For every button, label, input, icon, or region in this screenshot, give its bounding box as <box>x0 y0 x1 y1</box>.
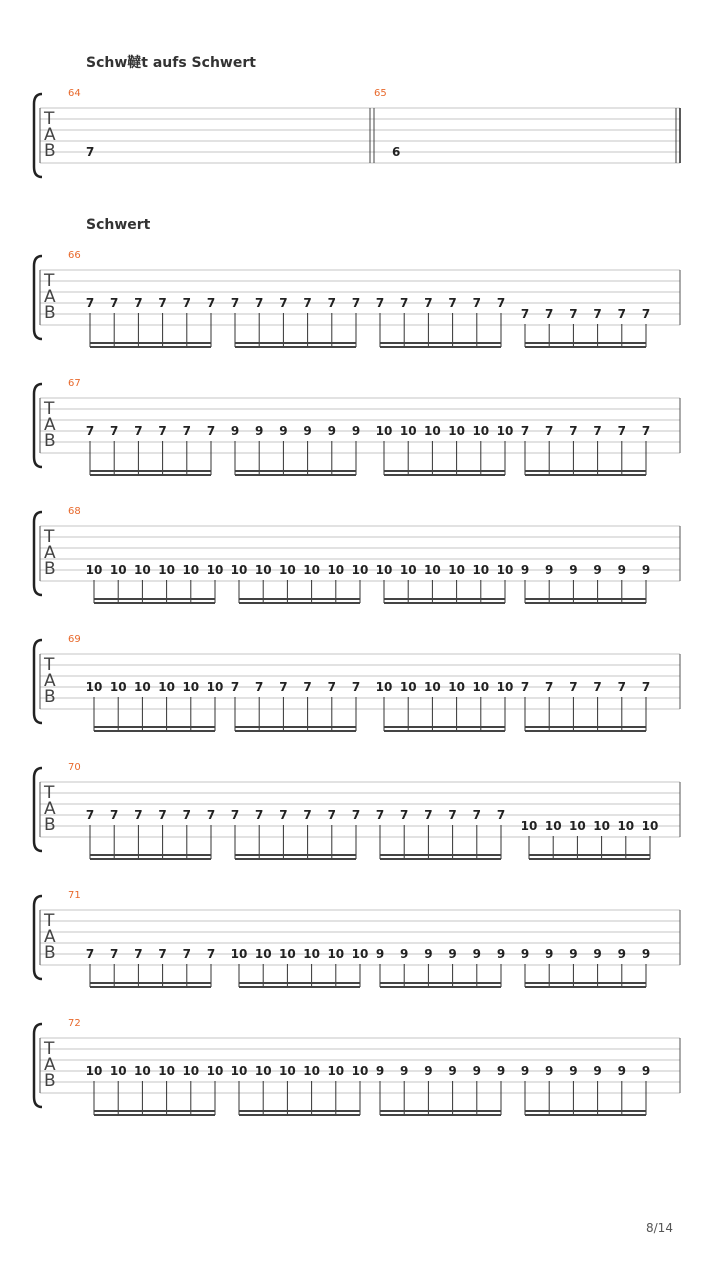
fret-number: 10 <box>399 563 417 577</box>
tab-clef-letter: T <box>44 271 55 291</box>
fret-number: 7 <box>472 296 481 310</box>
tab-clef-letter: A <box>44 1055 56 1075</box>
fret-number: 10 <box>254 947 272 961</box>
fret-number: 7 <box>593 680 602 694</box>
tab-clef-letter: A <box>44 671 56 691</box>
fret-number: 10 <box>254 1064 272 1078</box>
fret-number: 7 <box>520 424 530 438</box>
fret-number: 7 <box>134 296 143 310</box>
tab-clef-letter: T <box>44 399 55 419</box>
fret-number: 7 <box>110 424 119 438</box>
fret-number: 10 <box>230 947 248 961</box>
fret-number: 10 <box>279 947 296 961</box>
tab-clef-letter: T <box>44 911 55 931</box>
measure-number: 70 <box>68 762 81 773</box>
fret-number: 10 <box>351 1064 369 1078</box>
measure-number: 69 <box>68 634 81 645</box>
measure-number: 68 <box>68 506 81 517</box>
fret-number: 9 <box>400 947 409 961</box>
fret-number: 9 <box>424 947 433 961</box>
measure-number: 66 <box>68 250 81 261</box>
tab-clef-letter: B <box>44 559 56 579</box>
tab-clef-letter: T <box>44 783 55 803</box>
measure-number: 72 <box>68 1018 81 1029</box>
fret-number: 10 <box>472 680 490 694</box>
fret-number: 7 <box>85 808 95 822</box>
fret-number: 10 <box>182 1064 200 1078</box>
fret-number: 9 <box>641 563 651 577</box>
tab-clef-letter: A <box>44 799 56 819</box>
fret-number: 7 <box>617 307 626 321</box>
fret-number: 10 <box>303 947 320 961</box>
fret-number: 10 <box>472 563 490 577</box>
fret-number: 7 <box>182 424 191 438</box>
fret-number: 7 <box>641 680 651 694</box>
fret-number: 10 <box>206 1064 224 1078</box>
fret-number: 7 <box>182 808 191 822</box>
fret-number: 9 <box>641 1064 651 1078</box>
fret-number: 7 <box>520 680 530 694</box>
tab-clef-letter: T <box>44 655 55 675</box>
fret-number: 7 <box>110 296 119 310</box>
fret-number: 9 <box>327 424 336 438</box>
tab-clef-letter: A <box>44 415 56 435</box>
fret-number: 7 <box>569 307 578 321</box>
fret-number: 7 <box>206 424 216 438</box>
fret-number: 7 <box>375 808 385 822</box>
fret-number: 10 <box>279 1064 296 1078</box>
fret-number: 7 <box>303 680 312 694</box>
fret-number: 9 <box>472 947 481 961</box>
fret-number: 7 <box>134 808 143 822</box>
fret-number: 7 <box>327 808 336 822</box>
fret-number: 10 <box>206 563 224 577</box>
fret-number: 10 <box>448 680 465 694</box>
fret-number: 10 <box>327 563 345 577</box>
fret-number: 9 <box>545 947 554 961</box>
fret-number: 7 <box>496 296 506 310</box>
fret-number: 7 <box>85 947 95 961</box>
fret-number: 7 <box>617 424 626 438</box>
fret-number: 7 <box>400 808 409 822</box>
fret-number: 9 <box>496 947 506 961</box>
fret-number: 9 <box>448 1064 457 1078</box>
tab-clef-letter: T <box>44 527 55 547</box>
fret-number: 9 <box>520 563 530 577</box>
fret-number: 10 <box>593 819 610 833</box>
fret-number: 7 <box>545 307 554 321</box>
fret-number: 10 <box>134 1064 151 1078</box>
fret-number: 7 <box>230 680 240 694</box>
system-bracket <box>34 512 42 595</box>
fret-number: 9 <box>424 1064 433 1078</box>
fret-number: 10 <box>327 1064 345 1078</box>
fret-number: 10 <box>303 1064 320 1078</box>
fret-number: 10 <box>85 1064 103 1078</box>
tab-clef-letter: T <box>44 1039 55 1059</box>
fret-number: 10 <box>158 1064 175 1078</box>
tab-clef-letter: B <box>44 815 56 835</box>
fret-number: 9 <box>375 947 385 961</box>
fret-number: 7 <box>520 307 530 321</box>
fret-number: 10 <box>134 563 151 577</box>
fret-number: 10 <box>254 563 272 577</box>
fret-number: 9 <box>520 947 530 961</box>
measure-number: 71 <box>68 890 81 901</box>
fret-number: 10 <box>158 680 175 694</box>
tab-clef-letter: B <box>44 141 56 161</box>
tab-clef-letter: A <box>44 927 56 947</box>
fret-number: 10 <box>327 947 345 961</box>
fret-number: 10 <box>641 819 659 833</box>
fret-number: 10 <box>424 680 441 694</box>
fret-number: 10 <box>569 819 586 833</box>
fret-number: 10 <box>399 424 417 438</box>
fret-number: 10 <box>182 563 200 577</box>
fret-number: 10 <box>496 680 514 694</box>
fret-number: 10 <box>399 680 417 694</box>
fret-number: 7 <box>424 296 433 310</box>
fret-number: 10 <box>375 680 393 694</box>
system-bracket <box>34 384 42 467</box>
fret-number: 7 <box>182 296 191 310</box>
fret-number: 9 <box>569 947 578 961</box>
tab-clef-letter: A <box>44 287 56 307</box>
fret-number: 7 <box>279 808 288 822</box>
fret-number: 9 <box>593 1064 602 1078</box>
system-bracket <box>34 768 42 851</box>
fret-number: 7 <box>230 296 240 310</box>
fret-number: 7 <box>110 808 119 822</box>
fret-number: 10 <box>158 563 175 577</box>
fret-number: 7 <box>400 296 409 310</box>
fret-number: 10 <box>424 424 441 438</box>
tab-clef-letter: B <box>44 943 56 963</box>
fret-number: 9 <box>641 947 651 961</box>
tab-clef-letter: A <box>44 543 56 563</box>
fret-number: 7 <box>424 808 433 822</box>
fret-number: 7 <box>472 808 481 822</box>
fret-number: 10 <box>375 563 393 577</box>
system-bracket <box>34 256 42 339</box>
fret-number: 10 <box>134 680 151 694</box>
tab-clef-letter: B <box>44 687 56 707</box>
tab-clef-letter: B <box>44 431 56 451</box>
fret-number: 7 <box>448 808 457 822</box>
fret-number: 9 <box>520 1064 530 1078</box>
fret-number: 10 <box>85 680 103 694</box>
fret-number: 7 <box>182 947 191 961</box>
fret-number: 7 <box>641 307 651 321</box>
fret-number: 10 <box>520 819 538 833</box>
fret-number: 7 <box>303 808 312 822</box>
fret-number: 7 <box>85 424 95 438</box>
fret-number: 9 <box>593 947 602 961</box>
fret-number: 10 <box>206 680 224 694</box>
fret-number: 7 <box>327 680 336 694</box>
fret-number: 7 <box>279 296 288 310</box>
fret-number: 10 <box>448 563 465 577</box>
fret-number: 9 <box>569 563 578 577</box>
fret-number: 7 <box>206 808 216 822</box>
section-title: Schw韃t aufs Schwert <box>86 55 256 71</box>
fret-number: 9 <box>400 1064 409 1078</box>
fret-number: 7 <box>85 296 95 310</box>
fret-number: 7 <box>545 680 554 694</box>
fret-number: 9 <box>617 1064 626 1078</box>
fret-number: 9 <box>496 1064 506 1078</box>
fret-number: 10 <box>230 563 248 577</box>
fret-number: 9 <box>472 1064 481 1078</box>
fret-number: 9 <box>617 563 626 577</box>
fret-number: 7 <box>158 424 167 438</box>
measure-number: 65 <box>374 88 387 99</box>
fret-number: 7 <box>158 947 167 961</box>
fret-number: 7 <box>279 680 288 694</box>
fret-number: 10 <box>544 819 562 833</box>
fret-number: 7 <box>569 680 578 694</box>
fret-number: 9 <box>230 424 240 438</box>
fret-number: 7 <box>448 296 457 310</box>
fret-number: 10 <box>472 424 490 438</box>
system-bracket <box>34 94 42 177</box>
fret-number: 7 <box>593 307 602 321</box>
fret-number: 10 <box>279 563 296 577</box>
fret-number: 9 <box>303 424 312 438</box>
fret-number: 10 <box>303 563 320 577</box>
fret-number: 6 <box>392 145 401 159</box>
fret-number: 10 <box>617 819 635 833</box>
fret-number: 7 <box>134 424 143 438</box>
fret-number: 7 <box>255 808 264 822</box>
fret-number: 9 <box>569 1064 578 1078</box>
fret-number: 9 <box>545 563 554 577</box>
system-bracket <box>34 896 42 979</box>
fret-number: 7 <box>496 808 506 822</box>
fret-number: 7 <box>255 680 264 694</box>
fret-number: 7 <box>569 424 578 438</box>
section-title: Schwert <box>86 217 151 233</box>
fret-number: 10 <box>85 563 103 577</box>
fret-number: 10 <box>375 424 393 438</box>
fret-number: 7 <box>375 296 385 310</box>
tab-clef-letter: T <box>44 109 55 129</box>
fret-number: 7 <box>545 424 554 438</box>
fret-number: 7 <box>86 145 95 159</box>
tab-clef-letter: B <box>44 303 56 323</box>
fret-number: 7 <box>134 947 143 961</box>
fret-number: 10 <box>351 947 369 961</box>
fret-number: 7 <box>158 296 167 310</box>
fret-number: 9 <box>375 1064 385 1078</box>
fret-number: 10 <box>351 563 369 577</box>
fret-number: 7 <box>230 808 240 822</box>
fret-number: 10 <box>182 680 200 694</box>
tab-clef-letter: B <box>44 1071 56 1091</box>
fret-number: 7 <box>158 808 167 822</box>
fret-number: 9 <box>545 1064 554 1078</box>
fret-number: 7 <box>351 808 361 822</box>
fret-number: 7 <box>206 296 216 310</box>
fret-number: 10 <box>448 424 465 438</box>
fret-number: 10 <box>109 680 127 694</box>
fret-number: 7 <box>593 424 602 438</box>
fret-number: 7 <box>327 296 336 310</box>
fret-number: 9 <box>351 424 361 438</box>
fret-number: 10 <box>230 1064 248 1078</box>
fret-number: 10 <box>424 563 441 577</box>
fret-number: 9 <box>448 947 457 961</box>
fret-number: 7 <box>255 296 264 310</box>
fret-number: 7 <box>351 680 361 694</box>
fret-number: 10 <box>496 424 514 438</box>
tab-clef-letter: A <box>44 125 56 145</box>
system-bracket <box>34 640 42 723</box>
fret-number: 7 <box>110 947 119 961</box>
fret-number: 10 <box>109 563 127 577</box>
fret-number: 9 <box>279 424 288 438</box>
fret-number: 10 <box>109 1064 127 1078</box>
fret-number: 10 <box>496 563 514 577</box>
fret-number: 9 <box>593 563 602 577</box>
measure-number: 64 <box>68 88 81 99</box>
fret-number: 7 <box>206 947 216 961</box>
page-number: 8/14 <box>646 1221 673 1235</box>
measure-number: 67 <box>68 378 81 389</box>
system-bracket <box>34 1024 42 1107</box>
fret-number: 9 <box>617 947 626 961</box>
fret-number: 7 <box>351 296 361 310</box>
fret-number: 7 <box>617 680 626 694</box>
fret-number: 7 <box>303 296 312 310</box>
fret-number: 7 <box>641 424 651 438</box>
fret-number: 9 <box>255 424 264 438</box>
